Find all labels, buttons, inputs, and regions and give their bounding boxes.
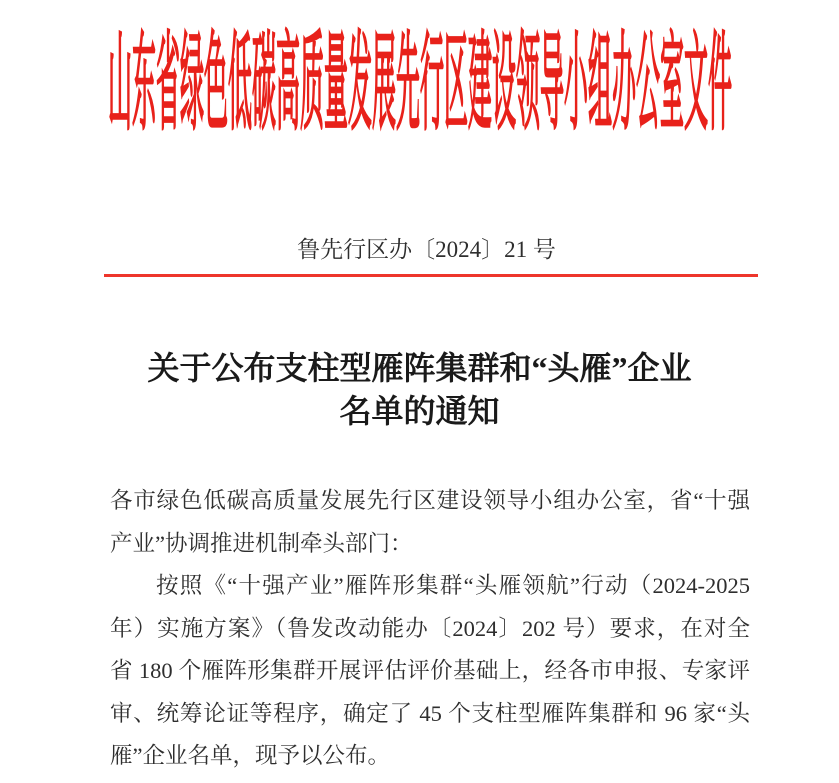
body-line: 按照《“十强产业”雁阵形集群“头雁领航”行动（2024-2025 <box>156 573 750 598</box>
document-reference-number: 鲁先行区办〔2024〕21 号 <box>297 237 556 262</box>
body-line: 雁”企业名单，现予以公布。 <box>110 743 390 768</box>
notice-title <box>0 347 839 433</box>
body-line: 产业”协调推进机制牵头部门： <box>110 530 413 556</box>
notice-title-line-2: 名单的通知 <box>339 393 500 429</box>
body-line: 审、统筹论证等程序，确定了 45 个支柱型雁阵集群和 96 家“头 <box>110 700 750 726</box>
notice-title-line-1: 关于公布支柱型雁阵集群和“头雁”企业 <box>147 350 692 386</box>
red-divider-rule <box>104 274 758 277</box>
notice-body <box>110 480 750 778</box>
document-header-banner <box>0 22 839 145</box>
issuing-org-title: 山东省绿色低碳高质量发展先行区建设领导小组办公室文件 <box>107 22 732 145</box>
body-line: 各市绿色低碳高质量发展先行区建设领导小组办公室，省“十强 <box>110 488 750 513</box>
body-line: 年）实施方案》（鲁发改动能办〔2024〕202 号）要求，在对全 <box>110 615 750 641</box>
body-line: 省 180 个雁阵形集群开展评估评价基础上，经各市申报、专家评 <box>110 658 750 683</box>
